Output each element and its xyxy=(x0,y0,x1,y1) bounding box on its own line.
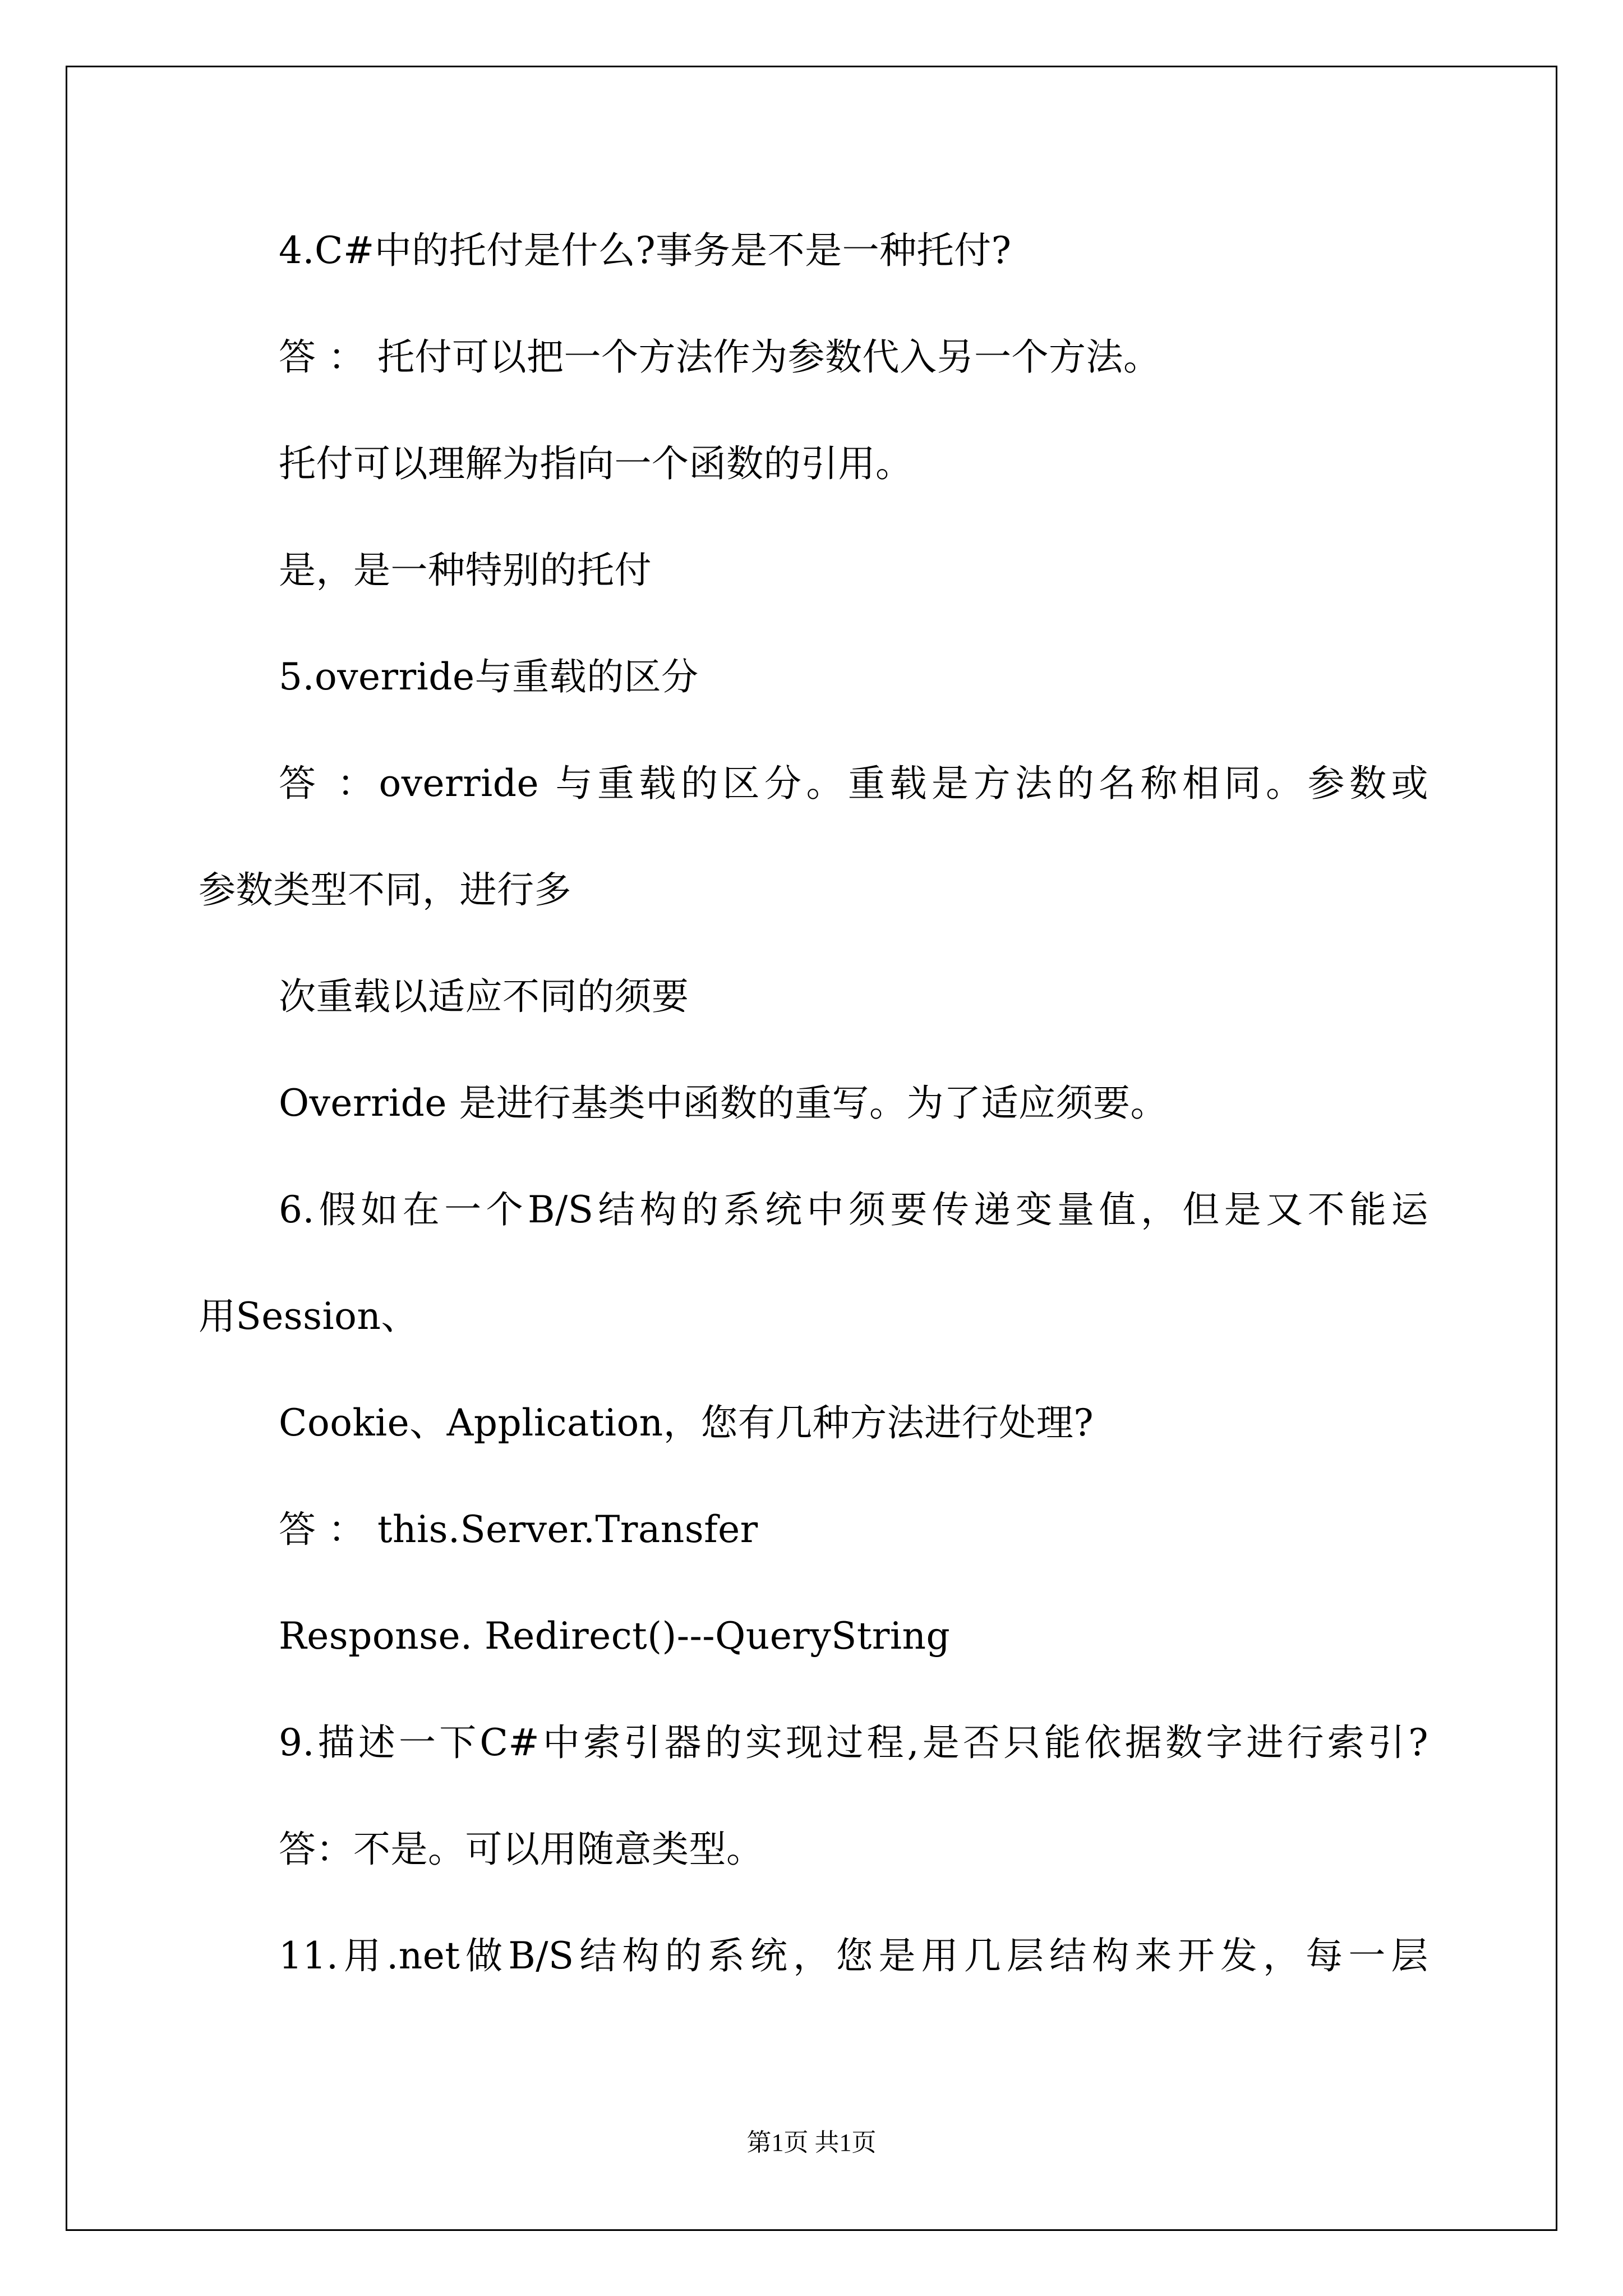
text-line: 6.假如在一个B/S结构的系统中须要传递变量值，但是又不能运 xyxy=(279,1188,1428,1231)
text-line: 答 ： 托付可以把一个方法作为参数代入另一个方法。 xyxy=(279,335,1161,379)
text-line: 11.用.net做B/S结构的系统，您是用几层结构来开发，每一层 xyxy=(279,1934,1428,1977)
text-line: 是，是一种特别的托付 xyxy=(279,549,652,592)
text-line: 答 ：override 与重载的区分。重载是方法的名称相同。参数或 xyxy=(279,762,1428,805)
text-line: 5.override与重载的区分 xyxy=(279,655,699,698)
text-line: Response. Redirect()---QueryString xyxy=(279,1614,951,1658)
text-line: 托付可以理解为指向一个函数的引用。 xyxy=(279,442,913,485)
text-line: 答 ： this.Server.Transfer xyxy=(279,1508,758,1551)
text-line: Override 是进行基类中函数的重写。为了适应须要。 xyxy=(279,1082,1168,1125)
page-footer: 第1页 共1页 xyxy=(746,2129,877,2156)
text-line: 次重载以适应不同的须要 xyxy=(279,975,689,1018)
text-line: 9.描述一下C#中索引器的实现过程,是否只能依据数字进行索引? xyxy=(279,1721,1428,1764)
text-line: Cookie、Application，您有几种方法进行处理? xyxy=(279,1401,1094,1444)
text-line: 用Session、 xyxy=(199,1295,418,1338)
page-border xyxy=(66,66,1557,2231)
text-line: 4.C#中的托付是什么?事务是不是一种托付? xyxy=(279,229,1012,272)
text-line: 答：不是。可以用随意类型。 xyxy=(279,1828,764,1871)
text-line: 参数类型不同，进行多 xyxy=(199,868,571,912)
